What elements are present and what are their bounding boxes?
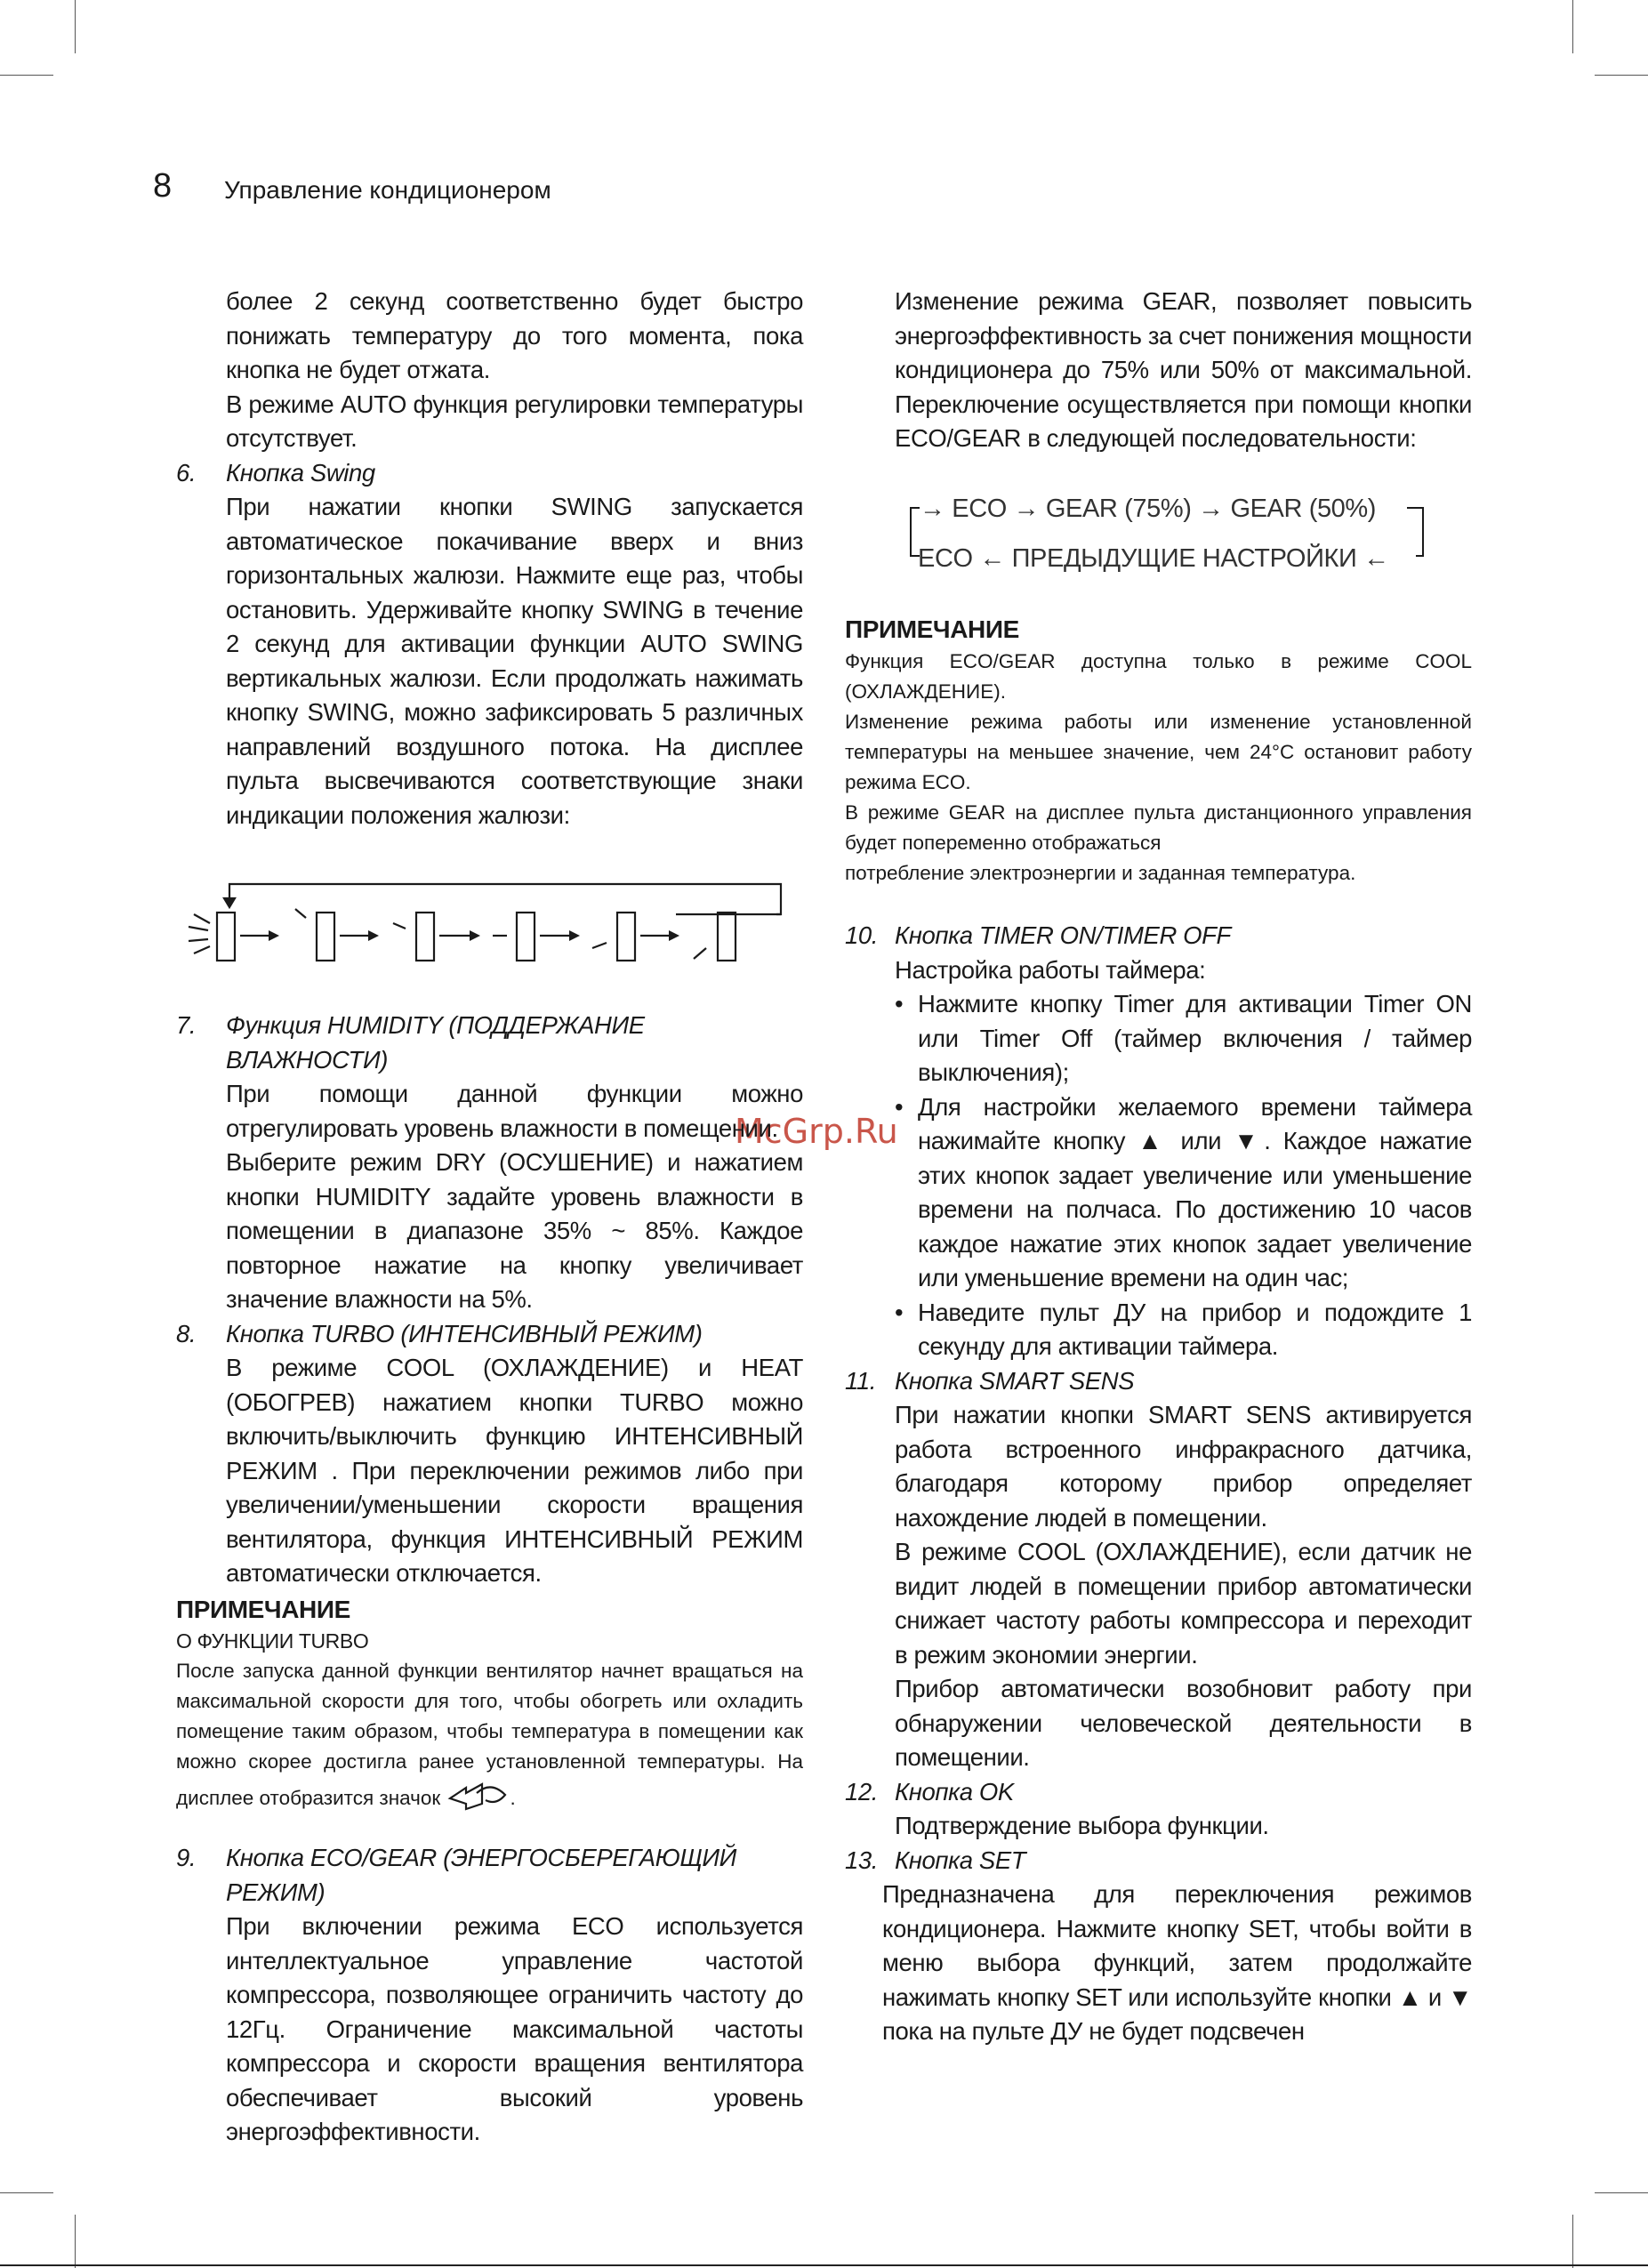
note-title: ПРИМЕЧАНИЕ — [176, 1595, 350, 1623]
bullet-item: • Наведите пульт ДУ на прибор и подождите 1 секунду для активации таймера. — [895, 1296, 1472, 1364]
set-text: Предназначена для переключения режимов кондиционера. Нажмите кнопку SET, чтобы войти в меню выбора функций, затем продолжайте нажимать кнопку SET или используйте кнопки — [882, 1880, 1472, 2011]
chapter-title: Управление кондиционером — [224, 176, 551, 204]
item-text: При нажатии кнопки SWING запускается автоматическое покачивание вверх и вниз горизонтальных жалюзи. Нажмите еще раз, чтобы остановить. Удерживайте кнопку SWING в течение 2 секунд для активации функции AUTO SWING вертикальных жалюзи. Если продолжать нажимать кнопку SWING, можно зафиксировать 5 различных направлений воздушного потока. На дисплее пульта высвечиваются соответствующие знаки индикации положения жалюзи: — [226, 493, 803, 829]
item-number: 8. — [176, 1319, 197, 1347]
arrow-icon: → — [920, 494, 945, 523]
note-text: Изменение режима работы или изменение установленной температуры на меньшее значение, чем 24°C остановит работу режима ECO. — [845, 711, 1472, 793]
item-title: Кнопка Swing — [226, 458, 375, 487]
bullet-item: • Нажмите кнопку Timer для активации Timer ON или Timer Off (таймер включения / таймер выключения); — [895, 987, 1472, 1090]
intro-paragraph: более 2 секунд соответственно будет быстро понижать температуру до того момента, пока кнопка не будет отжата. — [226, 287, 803, 383]
item-heading — [845, 919, 1472, 953]
crop-mark — [0, 75, 53, 76]
bullet-text: Для настройки желаемого времени таймера нажимайте кнопку — [918, 1092, 1472, 1154]
eco-gear-flow — [909, 492, 1472, 577]
set-text: пока на пульте ДУ не будет подсвечен — [882, 2017, 1305, 2045]
item-title: Функция HUMIDITY (ПОДДЕРЖАНИЕ ВЛАЖНОСТИ) — [226, 1011, 645, 1074]
bullet-text: . Каждое нажатие этих кнопок задает увеличение или уменьшение времени на полчаса. По достижению 10 часов каждое нажатие этих кнопок задает увеличение или уменьшение времени на один час; — [918, 1127, 1472, 1291]
note-text — [176, 1656, 803, 1822]
note-title: ПРИМЕЧАНИЕ — [845, 615, 1019, 643]
arrow-icon: ← — [1363, 543, 1389, 573]
item-text: Выберите режим DRY (ОСУШЕНИЕ) и нажатием кнопки HUMIDITY задайте уровень влажности в помещении в диапазоне 35% ~ 85%. Каждое повторное нажатие на кнопку увеличивает значение влажности на 5%. — [226, 1148, 803, 1313]
gear-intro: Изменение режима GEAR, позволяет повысить энергоэффективность за счет понижения мощности кондиционера до 75% или 50% от максимальной. Переключение осуществляется при помощи кнопки ECO/GEAR в следующей последовательности: — [895, 287, 1472, 452]
turbo-icon — [446, 1777, 510, 1822]
item-text: При помощи данной функции можно отрегулировать уровень влажности в помещении. — [226, 1080, 803, 1142]
crop-mark — [1595, 2192, 1648, 2193]
item-text: При нажатии кнопки SMART SENS активируется работа встроенного инфракрасного датчика, благодаря которому прибор определяет нахождение людей в помещении. — [895, 1401, 1472, 1532]
note-text: потребление электроэнергии и заданная температура. — [845, 862, 1356, 884]
note-subtitle: О ФУНКЦИИ TURBO — [176, 1629, 369, 1653]
intro-paragraph: В режиме AUTO функция регулировки температуры отсутствует. — [226, 390, 803, 452]
note-end: . — [510, 1786, 516, 1809]
item-heading — [176, 456, 803, 491]
louver-box-4 — [517, 913, 535, 961]
item-subtitle: Настройка работы таймера: — [895, 955, 1206, 984]
down-triangle-icon: ▼ — [1234, 1127, 1265, 1154]
flow-gear75: GEAR (75%) — [1045, 494, 1192, 523]
timer-bullets — [845, 987, 1472, 1364]
flow-row-1 — [920, 492, 1376, 527]
note-text: Функция ECO/GEAR доступна только в режиме COOL (ОХЛАЖДЕНИЕ). — [845, 650, 1472, 703]
item-text: В режиме COOL (ОХЛАЖДЕНИЕ) и HEAT (ОБОГРЕВ) нажатием кнопки TURBO можно включить/выключить функцию ИНТЕНСИВНЫЙ РЕЖИМ . При переключении режимов либо при увеличении/уменьшении скорости вращения вентилятора, функция ИНТЕНСИВНЫЙ РЕЖИМ автоматически отключается. — [226, 1354, 803, 1587]
item-text: Прибор автоматически возобновит работу при обнаружении человеческой деятельности в помещении. — [895, 1675, 1472, 1771]
item-heading — [845, 1364, 1472, 1399]
louver-box-5 — [617, 913, 635, 961]
crop-mark — [1595, 75, 1648, 76]
flow-gear50: GEAR (50%) — [1230, 494, 1377, 523]
arrow-icon: ← — [979, 543, 1005, 573]
page-number: 8 — [153, 167, 173, 205]
item-number: 6. — [176, 458, 197, 487]
return-loop-line — [229, 884, 781, 902]
watermark: McGrp.Ru — [735, 1112, 898, 1151]
item-title: Кнопка TIMER ON/TIMER OFF — [895, 921, 1231, 949]
louver-box-3 — [416, 913, 434, 961]
item-number: 7. — [176, 1011, 197, 1039]
item-number: 10. — [845, 921, 879, 949]
item-number: 11. — [845, 1366, 876, 1395]
item-text: При включении режима ECO используется интеллектуальное управление частотой компрессора, позволяющее ограничить частоту до 12Гц. Ограничение максимальной частоты компрессора и скорости вращения вентилятора обеспечивает высокий уровень энергоэффективности. — [226, 1912, 803, 2145]
item-heading — [845, 1775, 1472, 1810]
item-title: Кнопка TURBO (ИНТЕНСИВНЫЙ РЕЖИМ) — [226, 1319, 703, 1347]
louver-box-6 — [718, 913, 736, 961]
note-body: После запуска данной функции вентилятор начнет вращаться на максимальной скорости для того, чтобы обогреть или охладить помещение таким образом, чтобы температура в помещении как можно скорее достигла ранее установленной температуры. На дисплее отобразится значок — [176, 1660, 803, 1809]
item-title: Кнопка SET — [895, 1846, 1026, 1874]
loop-arrowhead — [224, 898, 235, 907]
left-column — [176, 285, 803, 2150]
louver-box-1 — [217, 913, 235, 961]
bottom-rule — [0, 2264, 1648, 2266]
item-heading — [176, 1009, 803, 1077]
item-title: Кнопка SMART SENS — [895, 1366, 1135, 1395]
flow-previous: ПРЕДЫДУЩИЕ НАСТРОЙКИ — [1011, 543, 1357, 573]
flow-eco2: ECO — [918, 543, 973, 573]
crop-mark — [75, 0, 76, 53]
note-text: В режиме GEAR на дисплее пульта дистанционного управления будет попеременно отображаться — [845, 801, 1472, 854]
swing-diagram-svg — [176, 879, 803, 978]
crop-mark — [1572, 2215, 1573, 2268]
crop-mark — [75, 2215, 76, 2268]
crop-mark — [0, 2192, 53, 2193]
up-triangle-icon: ▲ — [1397, 1982, 1422, 2011]
flow-row-2 — [918, 542, 1389, 576]
bullet-item — [895, 1090, 1472, 1296]
item-text — [845, 1878, 1472, 2049]
item-text: В режиме COOL (ОХЛАЖДЕНИЕ), если датчик не видит людей в помещении прибор автоматически снижает частоту работы компрессора и переходит в режим экономии энергии. — [895, 1538, 1472, 1669]
item-title: Кнопка ECO/GEAR (ЭНЕРГОСБЕРЕГАЮЩИЙ РЕЖИМ) — [226, 1844, 736, 1906]
right-column — [845, 285, 1472, 2049]
crop-mark — [1572, 0, 1573, 53]
swing-louver-diagram — [176, 879, 803, 978]
arrow-icon: → — [1198, 494, 1224, 523]
flow-eco: ECO — [952, 494, 1007, 523]
item-text: Подтверждение выбора функции. — [895, 1812, 1269, 1839]
item-number: 13. — [845, 1846, 879, 1874]
arrow-icon: → — [1013, 494, 1040, 523]
louver-box-2 — [317, 913, 334, 961]
up-triangle-icon: ▲ — [1138, 1127, 1169, 1154]
item-number: 9. — [176, 1844, 197, 1871]
bullet-or: или — [1180, 1127, 1222, 1154]
set-and: и — [1427, 1982, 1442, 2011]
down-triangle-icon: ▼ — [1448, 1982, 1472, 2011]
item-heading — [845, 1844, 1472, 1878]
item-title: Кнопка OK — [895, 1777, 1014, 1806]
item-number: 12. — [845, 1777, 879, 1806]
item-heading — [176, 1841, 803, 1910]
item-heading — [176, 1317, 803, 1352]
